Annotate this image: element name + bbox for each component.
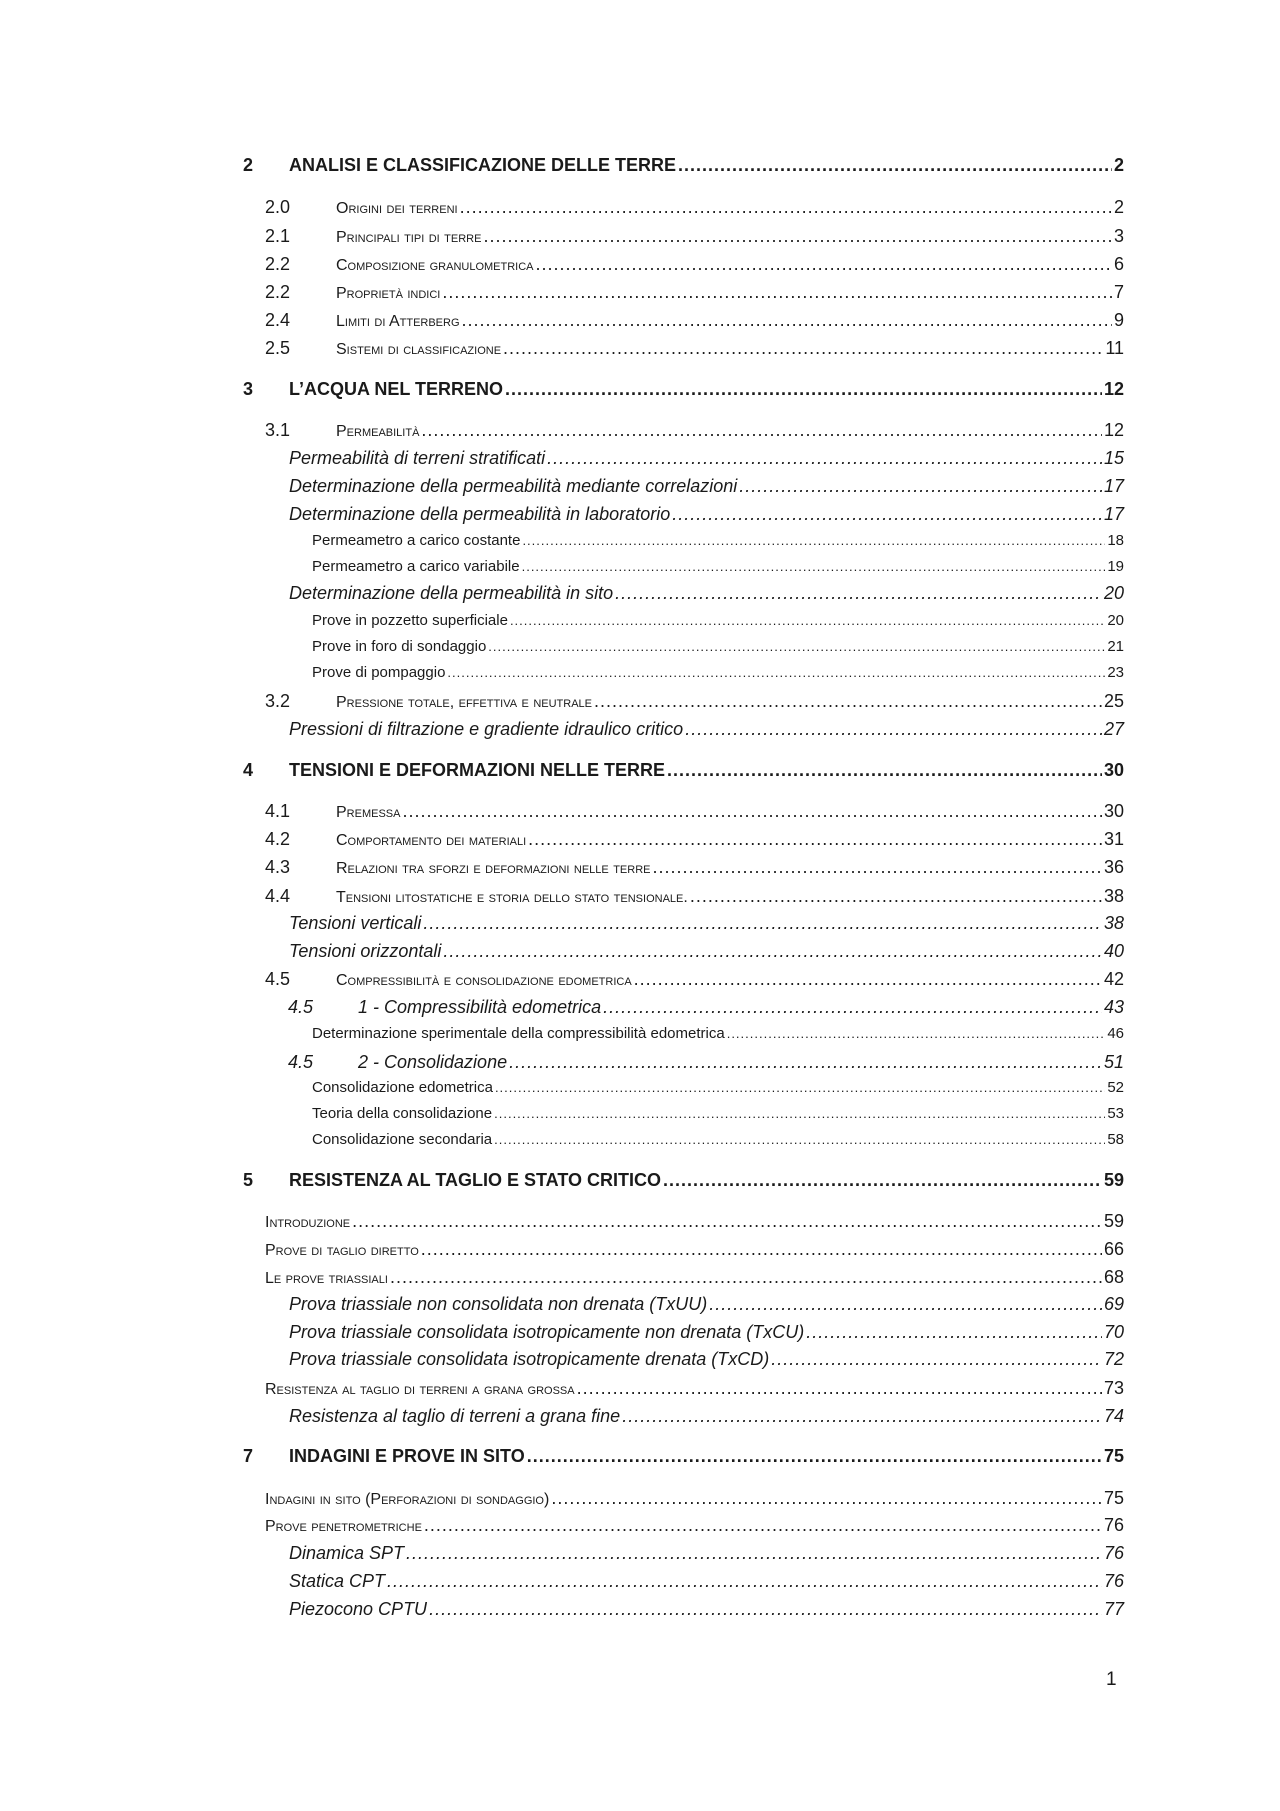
toc-entry-number: 4.3 bbox=[265, 857, 291, 877]
dot-leader bbox=[522, 555, 1106, 579]
toc-entry[interactable] bbox=[0, 555, 1280, 579]
toc-entry-page: 76 bbox=[1103, 1571, 1124, 1591]
toc-entry-number: 4.2 bbox=[265, 829, 291, 849]
toc-entry[interactable] bbox=[0, 1102, 1280, 1126]
toc-entry-page: 75 bbox=[1103, 1446, 1124, 1466]
toc-entry[interactable] bbox=[0, 855, 1280, 879]
toc-entry[interactable] bbox=[0, 609, 1280, 633]
toc-entry-page: 43 bbox=[1103, 997, 1124, 1017]
toc-entry-title: Teoria della consolidazione bbox=[312, 1105, 493, 1122]
dot-leader bbox=[406, 1541, 1102, 1565]
toc-entry-title: Statica CPT bbox=[289, 1571, 386, 1591]
dot-leader bbox=[622, 1404, 1102, 1428]
toc-entry-title: Permeametro a carico costante bbox=[312, 532, 521, 549]
toc-entry[interactable] bbox=[0, 529, 1280, 553]
dot-leader bbox=[488, 635, 1105, 659]
dot-leader bbox=[727, 1022, 1106, 1046]
dot-leader bbox=[547, 446, 1102, 470]
dot-leader bbox=[603, 995, 1102, 1019]
dot-leader bbox=[678, 153, 1112, 177]
toc-entry[interactable] bbox=[0, 224, 1280, 248]
toc-entry[interactable] bbox=[0, 581, 1280, 605]
toc-entry-page: 23 bbox=[1107, 664, 1124, 681]
toc-entry-number: 3.1 bbox=[265, 420, 291, 440]
toc-entry-number: 2.5 bbox=[265, 338, 291, 358]
toc-entry[interactable] bbox=[0, 153, 1280, 177]
toc-entry[interactable] bbox=[0, 1265, 1280, 1289]
toc-entry-title: Determinazione della permeabilità in laboratorio bbox=[289, 504, 671, 524]
toc-entry-page: 42 bbox=[1103, 969, 1124, 989]
dot-leader bbox=[690, 884, 1102, 908]
dot-leader bbox=[522, 529, 1105, 553]
dot-leader bbox=[462, 308, 1112, 332]
dot-leader bbox=[634, 967, 1102, 991]
dot-leader bbox=[577, 1376, 1102, 1400]
dot-leader bbox=[652, 855, 1101, 879]
toc-entry-page: 69 bbox=[1103, 1294, 1124, 1314]
toc-entry-page: 12 bbox=[1103, 420, 1124, 440]
dot-leader bbox=[551, 1486, 1102, 1510]
toc-entry-title: L’ACQUA NEL TERRENO bbox=[289, 379, 504, 399]
dot-leader bbox=[685, 717, 1102, 741]
toc-entry-title: Le prove triassiali bbox=[265, 1270, 388, 1287]
toc-entry[interactable] bbox=[0, 661, 1280, 685]
dot-leader bbox=[505, 377, 1102, 401]
toc-entry-page: 51 bbox=[1103, 1052, 1124, 1072]
toc-entry-page: 38 bbox=[1103, 913, 1124, 933]
toc-entry-page: 66 bbox=[1103, 1239, 1124, 1259]
toc-entry[interactable] bbox=[0, 1168, 1280, 1192]
toc-entry-title: RESISTENZA AL TAGLIO E STATO CRITICO bbox=[289, 1170, 662, 1190]
toc-entry-title: Permeametro a carico variabile bbox=[312, 558, 520, 575]
toc-entry-page: 12 bbox=[1103, 379, 1124, 399]
dot-leader bbox=[509, 1050, 1102, 1074]
dot-leader bbox=[771, 1347, 1102, 1371]
toc-entry-title: Comportamento dei materiali bbox=[336, 832, 527, 849]
toc-entry-title: Prove in foro di sondaggio bbox=[312, 638, 487, 655]
toc-entry-page: 59 bbox=[1103, 1170, 1124, 1190]
dot-leader bbox=[447, 661, 1105, 685]
toc-entry-page: 72 bbox=[1103, 1349, 1124, 1369]
dot-leader bbox=[387, 1569, 1102, 1593]
toc-entry-title: Prove di taglio diretto bbox=[265, 1242, 419, 1259]
toc-entry[interactable] bbox=[0, 1404, 1280, 1428]
dot-leader bbox=[527, 1444, 1102, 1468]
dot-leader bbox=[536, 252, 1112, 276]
toc-entry[interactable] bbox=[0, 252, 1280, 276]
toc-entry[interactable] bbox=[0, 884, 1280, 908]
toc-entry-page: 20 bbox=[1107, 612, 1124, 629]
dot-leader bbox=[442, 280, 1112, 304]
toc-entry-page: 70 bbox=[1103, 1322, 1124, 1342]
toc-entry[interactable] bbox=[0, 799, 1280, 823]
toc-entry-title: Resistenza al taglio di terreni a grana grossa bbox=[265, 1381, 575, 1398]
toc-entry[interactable] bbox=[0, 635, 1280, 659]
toc-entry[interactable] bbox=[0, 995, 1280, 1019]
toc-entry-title: Prove di pompaggio bbox=[312, 664, 446, 681]
toc-entry-title: Composizione granulometrica bbox=[336, 257, 534, 274]
toc-entry-title: Permeabilità di terreni stratificati bbox=[289, 448, 546, 468]
toc-entry-page: 6 bbox=[1113, 254, 1124, 274]
toc-entry-title: Permeabilità bbox=[336, 423, 420, 440]
toc-entry[interactable] bbox=[0, 1320, 1280, 1344]
toc-entry[interactable] bbox=[0, 1209, 1280, 1233]
toc-entry-number: 4 bbox=[243, 760, 254, 780]
toc-entry[interactable] bbox=[0, 336, 1280, 360]
dot-leader bbox=[709, 1292, 1102, 1316]
toc-entry-page: 53 bbox=[1107, 1105, 1124, 1122]
toc-entry[interactable] bbox=[0, 1128, 1280, 1152]
toc-entry-title: Resistenza al taglio di terreni a grana fine bbox=[289, 1406, 621, 1426]
dot-leader bbox=[460, 195, 1112, 219]
toc-entry-number: 7 bbox=[243, 1446, 254, 1466]
toc-entry-page: 30 bbox=[1103, 801, 1124, 821]
dot-leader bbox=[672, 502, 1102, 526]
toc-entry-page: 77 bbox=[1103, 1599, 1124, 1619]
toc-entry-number: 3 bbox=[243, 379, 254, 399]
toc-entry-number: 4.4 bbox=[265, 886, 291, 906]
toc-entry-title: Prove in pozzetto superficiale bbox=[312, 612, 508, 629]
dot-leader bbox=[615, 581, 1102, 605]
toc-entry-page: 40 bbox=[1103, 941, 1124, 961]
toc-entry-number: 2.0 bbox=[265, 197, 291, 217]
toc-entry-page: 46 bbox=[1107, 1025, 1124, 1042]
toc-entry-page: 74 bbox=[1103, 1406, 1124, 1426]
toc-entry-title: Piezocono CPTU bbox=[289, 1599, 428, 1619]
toc-entry-title: Sistemi di classificazione bbox=[336, 341, 502, 358]
toc-entry-number: 4.1 bbox=[265, 801, 291, 821]
toc-entry-title: Indagini in sito (Perforazioni di sondaggio) bbox=[265, 1491, 550, 1508]
toc-entry-title: TENSIONI E DEFORMAZIONI NELLE TERRE bbox=[289, 760, 666, 780]
toc-entry-title: Prova triassiale non consolidata non drenata (TxUU) bbox=[289, 1294, 708, 1314]
toc-entry[interactable] bbox=[0, 1541, 1280, 1565]
dot-leader bbox=[510, 609, 1105, 633]
toc-entry-number: 2.4 bbox=[265, 310, 291, 330]
toc-entry-title: Prove penetrometriche bbox=[265, 1518, 422, 1535]
toc-entry-title: Compressibilità e consolidazione edometrica bbox=[336, 972, 632, 989]
toc-entry-title: ANALISI E CLASSIFICAZIONE DELLE TERRE bbox=[289, 155, 677, 175]
toc-entry-page: 58 bbox=[1107, 1131, 1124, 1148]
toc-entry-title: Prova triassiale consolidata isotropicamente drenata (TxCD) bbox=[289, 1349, 770, 1369]
toc-entry-page: 73 bbox=[1103, 1378, 1124, 1398]
toc-entry-title: Determinazione della permeabilità in sito bbox=[289, 583, 614, 603]
dot-leader bbox=[739, 474, 1102, 498]
toc-entry-number: 4.5 bbox=[265, 969, 291, 989]
toc-entry[interactable] bbox=[0, 967, 1280, 991]
dot-leader bbox=[495, 1076, 1105, 1100]
toc-entry-title: Pressione totale, effettiva e neutrale bbox=[336, 694, 592, 711]
toc-entry-title: Tensioni orizzontali bbox=[289, 941, 442, 961]
toc-entry[interactable] bbox=[0, 474, 1280, 498]
toc-entry-title: Consolidazione edometrica bbox=[312, 1079, 493, 1096]
dot-leader bbox=[352, 1209, 1102, 1233]
dot-leader bbox=[390, 1265, 1102, 1289]
toc-entry-title: Determinazione della permeabilità mediante correlazioni bbox=[289, 476, 738, 496]
toc-entry-title: Proprietà indici bbox=[336, 285, 441, 302]
toc-entry[interactable] bbox=[0, 308, 1280, 332]
toc-entry-title: 2 - Consolidazione bbox=[358, 1052, 508, 1072]
toc-entry-page: 30 bbox=[1103, 760, 1124, 780]
toc-entry[interactable] bbox=[0, 1022, 1280, 1046]
toc-entry-page: 2 bbox=[1113, 155, 1124, 175]
toc-entry[interactable] bbox=[0, 1569, 1280, 1593]
toc-entry[interactable] bbox=[0, 689, 1280, 713]
toc-entry-page: 20 bbox=[1103, 583, 1124, 603]
toc-entry-page: 21 bbox=[1107, 638, 1124, 655]
toc-entry-title: Origini dei terreni bbox=[336, 200, 458, 217]
toc-entry-page: 17 bbox=[1103, 476, 1124, 496]
toc-entry[interactable] bbox=[0, 717, 1280, 741]
toc-entry-page: 76 bbox=[1103, 1515, 1124, 1535]
toc-entry-page: 3 bbox=[1113, 226, 1124, 246]
dot-leader bbox=[594, 689, 1102, 713]
toc-entry[interactable] bbox=[0, 758, 1280, 782]
page-number: 1 bbox=[1106, 1669, 1117, 1690]
toc-entry-number: 2 bbox=[243, 155, 254, 175]
toc-entry[interactable] bbox=[0, 1513, 1280, 1537]
toc-entry-number: 2.2 bbox=[265, 254, 291, 274]
toc-entry-title: Consolidazione secondaria bbox=[312, 1131, 493, 1148]
toc-entry-title: Dinamica SPT bbox=[289, 1543, 405, 1563]
toc-entry[interactable] bbox=[0, 502, 1280, 526]
toc-entry-page: 18 bbox=[1107, 532, 1124, 549]
toc-entry-page: 15 bbox=[1103, 448, 1124, 468]
toc-entry-page: 76 bbox=[1103, 1543, 1124, 1563]
toc-entry-title: Pressioni di filtrazione e gradiente idraulico critico bbox=[289, 719, 684, 739]
dot-leader bbox=[806, 1320, 1102, 1344]
toc-entry[interactable] bbox=[0, 195, 1280, 219]
toc-entry-title: Prova triassiale consolidata isotropicamente non drenata (TxCU) bbox=[289, 1322, 805, 1342]
toc-entry[interactable] bbox=[0, 1347, 1280, 1371]
dot-leader bbox=[443, 939, 1102, 963]
dot-leader bbox=[663, 1168, 1102, 1192]
toc-entry[interactable] bbox=[0, 377, 1280, 401]
toc-entry-page: 11 bbox=[1105, 338, 1124, 358]
toc-entry-number: 4.5 bbox=[288, 997, 314, 1017]
dot-leader bbox=[494, 1128, 1105, 1152]
toc-entry-page: 25 bbox=[1103, 691, 1124, 711]
toc-entry-page: 36 bbox=[1103, 857, 1124, 877]
toc-entry[interactable] bbox=[0, 280, 1280, 304]
toc-entry-title: 1 - Compressibilità edometrica bbox=[358, 997, 602, 1017]
toc-entry[interactable] bbox=[0, 1237, 1280, 1261]
toc-entry-page: 17 bbox=[1103, 504, 1124, 524]
toc-entry-page: 27 bbox=[1103, 719, 1124, 739]
dot-leader bbox=[429, 1597, 1102, 1621]
toc-entry-number: 4.5 bbox=[288, 1052, 314, 1072]
toc-entry-page: 19 bbox=[1107, 558, 1124, 575]
toc-entry-number: 5 bbox=[243, 1170, 254, 1190]
toc-entry[interactable] bbox=[0, 911, 1280, 935]
toc-entry-title: Principali tipi di terre bbox=[336, 229, 482, 246]
toc-entry-page: 52 bbox=[1107, 1079, 1124, 1096]
toc-entry[interactable] bbox=[0, 1050, 1280, 1074]
toc-entry-page: 31 bbox=[1103, 829, 1124, 849]
toc-entry-page: 59 bbox=[1103, 1211, 1124, 1231]
toc-entry-title: Introduzione bbox=[265, 1214, 351, 1231]
toc-entry[interactable] bbox=[0, 1597, 1280, 1621]
toc-entry-title: Premessa bbox=[336, 804, 401, 821]
toc-entry-page: 7 bbox=[1113, 282, 1124, 302]
toc-entry-page: 9 bbox=[1113, 310, 1124, 330]
toc-entry[interactable] bbox=[0, 939, 1280, 963]
dot-leader bbox=[423, 911, 1102, 935]
dot-leader bbox=[424, 1513, 1102, 1537]
dot-leader bbox=[483, 224, 1112, 248]
toc-entry-title: Tensioni verticali bbox=[289, 913, 422, 933]
dot-leader bbox=[421, 418, 1102, 442]
toc-entry-title: Limiti di Atterberg bbox=[336, 313, 460, 330]
toc-entry-page: 38 bbox=[1103, 886, 1124, 906]
toc-entry-title: Tensioni litostatiche e storia dello stato tensionale. bbox=[336, 889, 688, 906]
dot-leader bbox=[494, 1102, 1105, 1126]
toc-entry[interactable] bbox=[0, 1444, 1280, 1468]
dot-leader bbox=[667, 758, 1102, 782]
toc-entry[interactable] bbox=[0, 1486, 1280, 1510]
toc-entry[interactable] bbox=[0, 1076, 1280, 1100]
toc-entry-number: 2.1 bbox=[265, 226, 291, 246]
toc-entry-title: Determinazione sperimentale della compressibilità edometrica bbox=[312, 1025, 725, 1042]
toc-entry-page: 75 bbox=[1103, 1488, 1124, 1508]
toc-entry[interactable] bbox=[0, 1376, 1280, 1400]
toc-entry[interactable] bbox=[0, 1292, 1280, 1316]
toc-entry-number: 3.2 bbox=[265, 691, 291, 711]
toc-entry-number: 2.2 bbox=[265, 282, 291, 302]
toc-entry-page: 2 bbox=[1113, 197, 1124, 217]
toc-entry[interactable] bbox=[0, 827, 1280, 851]
dot-leader bbox=[402, 799, 1102, 823]
toc-entry-title: Relazioni tra sforzi e deformazioni nelle terre bbox=[336, 860, 651, 877]
dot-leader bbox=[528, 827, 1102, 851]
toc-entry[interactable] bbox=[0, 446, 1280, 470]
dot-leader bbox=[421, 1237, 1102, 1261]
toc-entry-page: 68 bbox=[1103, 1267, 1124, 1287]
toc-entry-title: INDAGINI E PROVE IN SITO bbox=[289, 1446, 525, 1466]
toc-entry[interactable] bbox=[0, 418, 1280, 442]
dot-leader bbox=[503, 336, 1103, 360]
